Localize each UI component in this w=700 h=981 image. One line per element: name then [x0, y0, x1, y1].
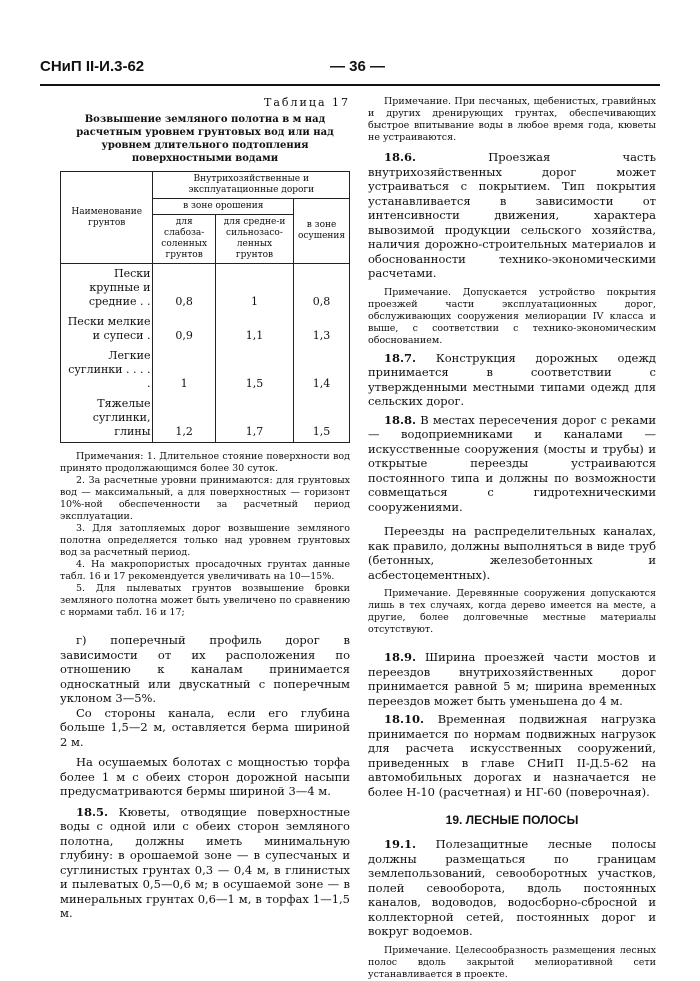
row-value-drain: 1,3 — [294, 312, 350, 346]
row-value-weak: 1 — [153, 346, 215, 394]
table-row — [61, 312, 350, 346]
paragraph-cross-profile: г) поперечный профиль дорог в зависимости от их расположения по отношению к каналам принимается односкатный или двускатный с поперечным уклоном 3—5%. — [60, 633, 350, 705]
note-18-8: Примечание. Деревянные сооружения допускаются лишь в тех случаях, когда дерево имеется на месте, а другие, более долговечные местные материалы отсутствуют. — [368, 588, 656, 635]
col-header-irrigation-zone: в зоне орошения — [153, 199, 294, 215]
clause-number: 19.1. — [384, 837, 417, 851]
clause-number: 18.9. — [384, 650, 417, 664]
clause-text: Полезащитные лесные полосы должны размещаться по границам землепользований, севооборотных участков, полей севооборота, вдоль постоянных каналов, водоводов, водосборно-сбросной и коллекторной сетей, постоянных дорог и вокруг водоемов. — [368, 837, 656, 938]
clause-text: В местах пересечения дорог с реками — водоприемниками и каналами — искусственные сооружения (мосты и трубы) и открытые переезды устраиваются постоянного типа и должны по возможности совмещаться с гидротехническими сооружениями. — [368, 412, 657, 514]
row-soil-name: Легкие суглинки . . . . . — [61, 346, 153, 394]
row-value-weak: 0,9 — [153, 312, 215, 346]
document-code: СНиП II-И.3-62 — [40, 58, 145, 75]
paragraph-18-5 — [60, 805, 350, 921]
col-header-weak-saline: для слабоза-соленных грунтов — [153, 215, 215, 264]
table-note-5: 5. Для пылеватых грунтов возвышение бровки земляного полотна может быть увеличено по сравнению с нормами табл. 16 и 17; — [60, 583, 350, 618]
row-value-medium: 1,7 — [215, 394, 293, 443]
paragraph-19-1 — [368, 837, 656, 939]
row-value-drain: 1,5 — [294, 394, 350, 443]
paragraph-canal-berm: Со стороны канала, если его глубина больше 1,5—2 м, оставляется берма шириной 2 м. — [60, 705, 350, 749]
row-value-weak: 0,8 — [153, 264, 215, 313]
col-header-roads: Внутрихозяйственные и эксплуатационные дороги — [153, 172, 350, 199]
clause-number: 18.10. — [384, 712, 425, 726]
header-rule — [40, 84, 660, 86]
clause-number: 18.5. — [76, 804, 109, 819]
row-value-weak: 1,2 — [153, 394, 215, 443]
clause-number: 18.8. — [384, 412, 417, 427]
row-value-medium: 1 — [215, 264, 293, 313]
clause-text: Временная подвижная нагрузка принимается по нормам подвижных нагрузок для расчета искусственных сооружений, приведенных в главе СНиП II-Д.5-62 на автомобильных дорогах и назначается не более Н-10 (расчетная) и НГ-60 (поверочная). — [368, 712, 656, 799]
row-soil-name: Пески крупные и средние . . — [61, 264, 153, 313]
col-header-soil-name: Наименование грунтов — [61, 172, 153, 264]
table-note-4: 4. На макропористых просадочных грунтах данные табл. 16 и 17 рекомендуется увеличивать на 10—15%. — [60, 559, 350, 582]
clause-text: Проезжая часть внутрихозяйственных дорог может устраиваться с покрытием. Тип покрытия устанавливается в зависимости от интенсивности движения, характера вывозимой продукции сельского хозяйства, наличия дорожно-строительных материалов и обоснованности технико-экономическими расчетами. — [368, 150, 656, 280]
row-soil-name: Тяжелые суглинки, глины — [61, 394, 153, 443]
table-note-2: 2. За расчетные уровни принимаются: для грунтовых вод — максимальный, а для поверхностных — горизонт 10%-ной обеспеченности за расчетный период эксплуатации. — [60, 475, 350, 522]
table-note-3: 3. Для затопляемых дорог возвышение земляного полотна определяется только над уровнем грунтовых вод за расчетный период. — [60, 523, 350, 558]
paragraph-18-9 — [368, 650, 656, 708]
note-ditches: Примечание. При песчаных, щебенистых, гравийных и других дренирующих грунтах, обеспечивающих быстрое впитывание воды в любое время года, кюветы не устраиваются. — [368, 96, 656, 143]
row-value-drain: 0,8 — [294, 264, 350, 313]
table-row — [61, 394, 350, 443]
clause-text: Кюветы, отводящие поверхностные воды с одной или с обеих сторон земляного полотна, должны иметь минимальную глубину: в орошаемой зоне — в супесчаных и суглинистых грунтах 0,3 — 0,4 м, в глинистых и пылеватых 0,5—0,6 м; в осушаемой зоне — в минеральных грунтах 0,6—1 м, в торфах 1—1,5 м. — [60, 804, 351, 920]
table-17 — [60, 171, 350, 443]
table-row — [61, 346, 350, 394]
paragraph-bog-berm: На осушаемых болотах с мощностью торфа более 1 м с обеих сторон дорожной насыпи предусматриваются бермы шириной 3—4 м. — [60, 755, 350, 798]
clause-text: Ширина проезжей части мостов и переездов внутрихозяйственных дорог принимается равной 5 м; ширина временных переездов может быть уменьшена до 4 м. — [368, 650, 656, 708]
row-soil-name: Пески мелкие и супеси . — [61, 312, 153, 346]
clause-number: 18.7. — [384, 350, 417, 365]
row-value-medium: 1,5 — [215, 346, 293, 394]
section-title-forest-strips: 19. ЛЕСНЫЕ ПОЛОСЫ — [445, 813, 579, 827]
col-header-medium-saline: для средне-и сильнозасо-ленных грунтов — [215, 215, 293, 264]
clause-text: Конструкция дорожных одежд принимается в соответствии с утвержденными местными типами одежд для сельских дорог. — [368, 350, 657, 408]
table-label: Таблица 17 — [264, 96, 350, 109]
paragraph-18-8 — [368, 413, 656, 515]
col-header-drainage-zone: в зоне осушения — [294, 199, 350, 264]
left-column — [60, 96, 350, 921]
page-number: — 36 — — [330, 58, 386, 75]
table-note-1: Примечания: 1. Длительное стояние поверхности вод принято продолжающимся более 30 суток. — [60, 451, 350, 474]
paragraph-18-8-crossings: Переезды на распределительных каналах, как правило, должны выполняться в виде труб (бетонных, железобетонных и асбестоцементных). — [368, 524, 656, 582]
row-value-medium: 1,1 — [215, 312, 293, 346]
paragraph-18-6 — [368, 150, 656, 281]
row-value-drain: 1,4 — [294, 346, 350, 394]
table-row — [61, 264, 350, 313]
clause-number: 18.6. — [384, 150, 417, 164]
note-18-6: Примечание. Допускается устройство покрытия проезжей части эксплуатационных дорог, обслуживающих сооружения мелиорации IV класса и выше, с соответствии с технико-экономическим обоснованием. — [368, 286, 656, 346]
note-19-1: Примечание. Целесообразность размещения лесных полос вдоль закрытой мелиоративной сети устанавливается в проекте. — [368, 944, 656, 980]
paragraph-18-7 — [368, 351, 656, 409]
table-caption: Возвышение земляного полотна в м над расчетным уровнем грунтовых вод или над уровнем длительного подтопления поверхностными водами — [76, 114, 334, 164]
right-column — [368, 96, 656, 981]
paragraph-18-10 — [368, 712, 656, 799]
page-header — [40, 58, 660, 78]
